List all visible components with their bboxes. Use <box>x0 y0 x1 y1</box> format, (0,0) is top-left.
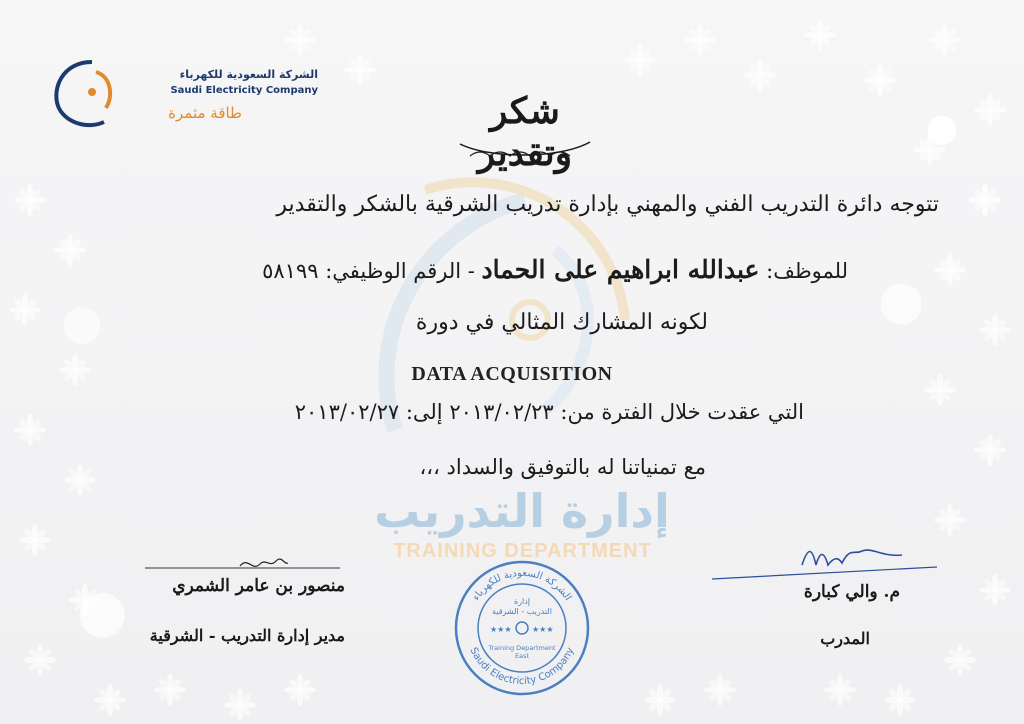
stamp-inner-arabic-1: إدارة <box>513 597 531 606</box>
separator: - <box>467 259 475 283</box>
trainer-title: المدرب <box>820 629 870 648</box>
employee-id-label: الرقم الوظيفي: <box>325 259 462 283</box>
closing-line: مع تمنياتنا له بالتوفيق والسداد ،،، <box>419 455 706 479</box>
employee-id-value: ٥٨١٩٩ <box>262 259 319 283</box>
stamp-logo-icon <box>516 622 528 634</box>
sec-logo-icon <box>52 54 122 134</box>
course-name: DATA ACQUISITION <box>411 363 613 385</box>
company-name-arabic: الشركة السعودية للكهرباء <box>179 68 318 81</box>
left-signature <box>145 548 345 572</box>
stamp-inner-english-1: Training Department <box>488 644 556 652</box>
trainer-name: م. والي كبارة <box>803 582 900 602</box>
company-tagline: طاقة مثمرة <box>168 104 242 122</box>
company-name-english: Saudi Electricity Company <box>170 85 318 96</box>
director-name: منصور بن عامر الشمري <box>172 576 345 596</box>
intro-line: تتوجه دائرة التدريب الفني والمهني بإدارة تدريب الشرقية بالشكر والتقدير <box>276 192 939 217</box>
date-to-label: إلى: <box>405 400 443 424</box>
period-label: التي عقدت خلال الفترة من: <box>560 400 804 424</box>
employee-name: عبدالله ابراهيم على الحماد <box>481 255 760 284</box>
stamp-ring-english: Saudi Electricity Company <box>467 645 577 688</box>
stamp-inner-arabic-2: التدريب - الشرقية <box>492 607 552 616</box>
date-from: ٢٠١٣/٠٢/٢٣ <box>449 400 554 424</box>
stamp-stars-left: ★★★ <box>490 625 512 634</box>
director-title: مدير إدارة التدريب - الشرقية <box>149 626 345 645</box>
company-logo <box>52 54 318 134</box>
date-to: ٢٠١٣/٠٢/٢٧ <box>294 400 400 424</box>
stamp-ring-arabic: الشركة السعودية للكهرباء <box>470 567 574 603</box>
department-watermark-english: TRAINING DEPARTMENT <box>393 540 652 562</box>
stamp-inner-english-2: East <box>514 652 530 660</box>
title-calligraphy: شكر وتقدير <box>477 90 573 174</box>
stamp-stars-right: ★★★ <box>532 625 554 634</box>
participant-line: لكونه المشارك المثالي في دورة <box>415 310 708 335</box>
period-line <box>295 400 804 424</box>
official-stamp <box>452 558 592 698</box>
right-signature <box>712 537 942 581</box>
calligraphy-ornament <box>440 84 610 168</box>
department-watermark-arabic: إدارة التدريب <box>374 484 670 538</box>
employee-line <box>262 255 848 284</box>
employee-label: للموظف: <box>766 259 848 283</box>
certificate-title <box>440 84 610 174</box>
